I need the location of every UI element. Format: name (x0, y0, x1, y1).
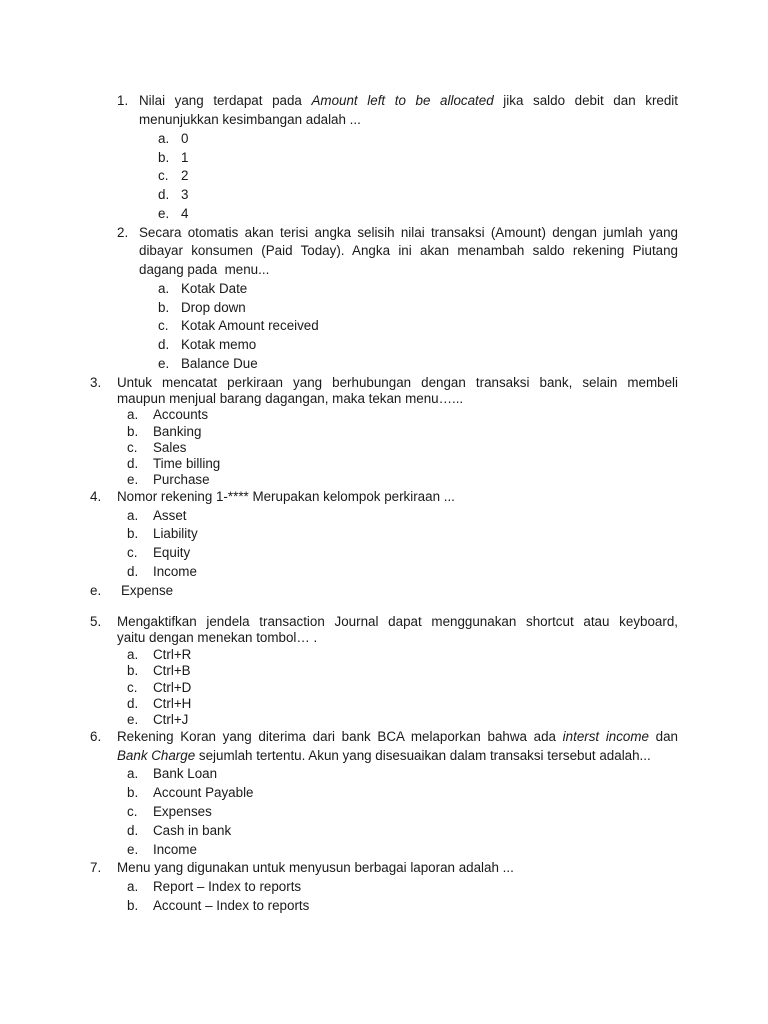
option-letter: d. (127, 564, 139, 579)
option-letter: d. (158, 187, 170, 202)
question-text: Secara otomatis akan terisi angka selisih nilai transaksi (Amount) dengan jumlah yang (139, 225, 678, 240)
option-text: Bank Loan (153, 766, 218, 781)
question-text: Rekening Koran yang diterima dari bank BCA melaporkan bahwa ada interst income dan (117, 729, 679, 744)
question-number: 2. (117, 225, 129, 240)
question-text: dibayar konsumen (Paid Today). Angka ini akan menambah saldo rekening Piutang (139, 243, 678, 258)
option-letter: b. (158, 150, 170, 165)
option-letter: a. (158, 131, 170, 146)
option-text: Equity (153, 545, 191, 560)
option-letter: d. (158, 337, 170, 352)
option-text: Kotak Date (181, 281, 248, 296)
option-letter: b. (158, 300, 170, 315)
option-letter: b. (127, 424, 139, 439)
question-text: menunjukkan kesimbangan adalah ... (139, 112, 361, 127)
option-letter: d. (127, 696, 139, 711)
option-text: Banking (153, 424, 202, 439)
question-text: Nomor rekening 1-**** Merupakan kelompok perkiraan ... (117, 489, 455, 504)
question-number: 1. (117, 93, 129, 108)
option-text: Liability (153, 526, 198, 541)
option-text: Kotak Amount received (181, 318, 319, 333)
option-text: 2 (181, 168, 189, 183)
option-letter: e. (90, 583, 102, 598)
option-letter: a. (127, 508, 139, 523)
option-text: Cash in bank (153, 823, 232, 838)
question-number: 6. (90, 729, 102, 744)
option-letter: a. (127, 407, 139, 422)
option-text: Balance Due (181, 356, 258, 371)
option-letter: e. (158, 356, 170, 371)
option-letter: a. (127, 647, 139, 662)
option-letter: a. (158, 281, 170, 296)
option-text: Time billing (153, 456, 221, 471)
option-text: Ctrl+D (153, 680, 192, 695)
option-letter: b. (127, 663, 139, 678)
option-text: Purchase (153, 472, 210, 487)
option-letter: b. (127, 526, 139, 541)
question-text: Untuk mencatat perkiraan yang berhubungan dengan transaksi bank, selain membeli (117, 375, 678, 390)
option-text: Ctrl+J (153, 712, 189, 727)
option-letter: c. (158, 318, 169, 333)
option-letter: c. (127, 440, 138, 455)
question-number: 5. (90, 614, 102, 629)
option-text: Sales (153, 440, 187, 455)
option-letter: e. (127, 472, 139, 487)
option-letter: b. (127, 898, 139, 913)
question-number: 3. (90, 375, 102, 390)
option-letter: e. (127, 712, 139, 727)
option-text: Report – Index to reports (153, 879, 302, 894)
question-text: maupun menjual barang dagangan, maka tekan menu…... (117, 391, 464, 406)
option-text: Account Payable (153, 785, 254, 800)
question-text: Bank Charge sejumlah tertentu. Akun yang disesuaikan dalam transaksi tersebut adalah... (117, 748, 651, 763)
option-letter: b. (127, 785, 139, 800)
option-text: Kotak memo (181, 337, 257, 352)
option-letter: c. (127, 680, 138, 695)
option-text: Account – Index to reports (153, 898, 310, 913)
option-letter: d. (127, 456, 139, 471)
option-text: Asset (153, 508, 187, 523)
option-text: 3 (181, 187, 189, 202)
option-letter: a. (127, 766, 139, 781)
option-letter: c. (127, 545, 138, 560)
option-text: 4 (181, 206, 189, 221)
option-letter: e. (158, 206, 170, 221)
option-text: Income (153, 564, 197, 579)
option-text: Expense (121, 583, 174, 598)
option-letter: a. (127, 879, 139, 894)
option-text: 0 (181, 131, 189, 146)
option-text: Ctrl+B (153, 663, 191, 678)
question-number: 4. (90, 489, 102, 504)
question-text: yaitu dengan menekan tombol… . (117, 630, 318, 645)
question-text: Menu yang digunakan untuk menyusun berbagai laporan adalah ... (117, 860, 514, 875)
option-letter: c. (158, 168, 169, 183)
option-letter: d. (127, 823, 139, 838)
option-letter: c. (127, 804, 138, 819)
option-text: Income (153, 842, 197, 857)
question-text: dagang pada menu... (139, 262, 270, 277)
option-text: Ctrl+H (153, 696, 192, 711)
question-number: 7. (90, 860, 102, 875)
option-text: Accounts (153, 407, 209, 422)
option-text: Expenses (153, 804, 212, 819)
option-letter: e. (127, 842, 139, 857)
option-text: 1 (181, 150, 189, 165)
question-text: Mengaktifkan jendela transaction Journal dapat menggunakan shortcut atau keyboard, (117, 614, 678, 629)
question-text: Nilai yang terdapat pada Amount left to be allocated jika saldo debit dan kredit (139, 93, 679, 108)
option-text: Ctrl+R (153, 647, 192, 662)
option-text: Drop down (181, 300, 246, 315)
